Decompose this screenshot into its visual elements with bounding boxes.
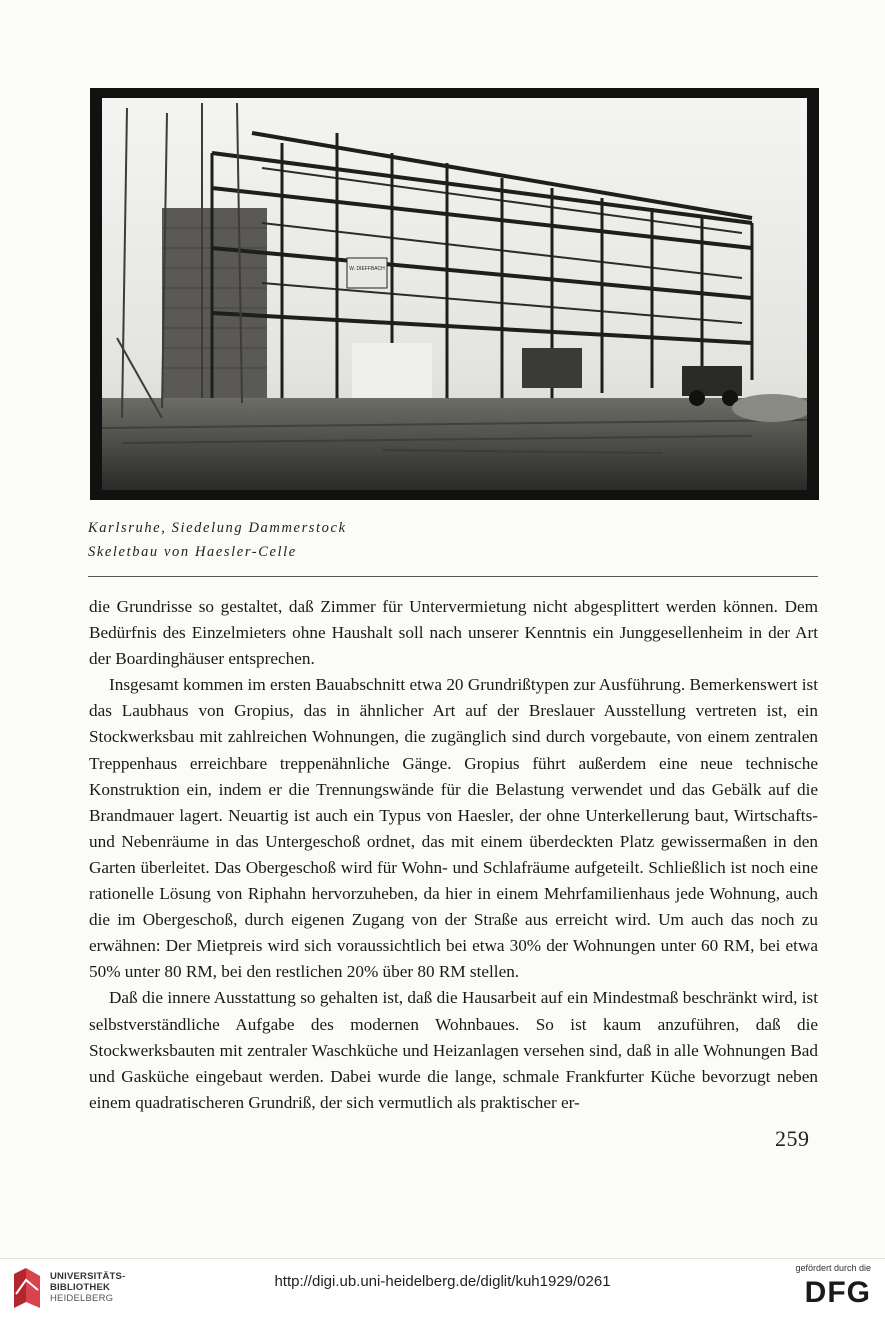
paragraph: Daß die innere Ausstattung so gehalten ist, daß die Hausarbeit auf ein Mindestmaß beschränkt wird, ist selbstverständliche Aufgabe des modernen Wohnbaues. So ist kaum anzuführen, daß die Stockwerksbauten mit zentraler Waschküche und Heizanlagen versehen sind, daß in alle Wohnungen Bad und Gasküche eingebaut werden. Dabei wurde die lange, schmale Frankfurter Küche bevorzugt neben einem quadratischeren Grundriß, der sich vermutlich als praktischer er- [89,988,818,1112]
dfg-tagline: gefördert durch die [795,1263,871,1273]
paragraph: Insgesamt kommen im ersten Bauabschnitt etwa 20 Grundrißtypen zur Ausführung. Bemerkenswert ist das Laubhaus von Gropius, das in ähnlicher Art auf der Breslauer Ausstellung vertreten ist, ein Stockwerksbau mit zahlreichen Wohnungen, die zugänglich sind durch vorgebaute, von einem zentralen Treppenhaus erreichbare treppenähnliche Gänge. Gropius führt außerdem eine neue technische Konstruktion ein, indem er die Trennungswände für die Belastung verwendet und das Gebälk auf die Brandmauer lagert. Neuartig ist auch ein Typus von Haesler, der ohne Unterkellerung baut, Wirtschafts- und Nebenräume in das Untergeschoß ordnet, das mit einem überdeckten Platz gewissermaßen in den Garten überleitet. Das Obergeschoß wird für Wohn- und Schlafräume aufgeteilt. Schließlich ist noch eine rationelle Lösung von Riphahn hervorzuheben, da hier in einem Mehrfamilienhaus jede Wohnung, auch die im Obergeschoß, durch eigenen Zugang von der Straße aus erreicht wird. Um auch das noch zu erwähnen: Der Mietpreis wird sich voraussichtlich bei etwa 30% der Wohnungen unter 60 RM, bei etwa 50% unter 80 RM, bei den restlichen 20% über 80 RM stellen. [89,675,818,982]
construction-sign: W. DIEFFBACH [349,266,385,272]
photo-frame [90,88,819,500]
caption-divider [88,576,818,577]
dfg-logo[interactable]: DFG [804,1276,871,1309]
paragraph: die Grundrisse so gestaltet, daß Zimmer für Untervermietung nicht abgesplittert werden können. Dem Bedürfnis des Einzelmieters ohne Haushalt soll nach unserer Kenntnis ein Junggesellenheim in der Art der Boardinghäuser entsprechen. [89,597,818,669]
footer-bar [0,1258,885,1318]
library-name-line: UNIVERSITÄTS- [50,1271,126,1282]
photo-caption [88,516,347,564]
library-name-line: HEIDELBERG [50,1293,114,1304]
caption-line-description: Skeletbau von Haesler-Celle [88,544,297,560]
permalink-url[interactable]: http://digi.ub.uni-heidelberg.de/diglit/kuh1929/0261 [274,1273,611,1290]
caption-line-location: Karlsruhe, Siedelung Dammerstock [88,520,347,536]
body-text [89,594,818,1116]
page-number: 259 [775,1126,810,1151]
construction-photo [102,98,807,490]
library-name-line: BIBLIOTHEK [50,1282,111,1293]
